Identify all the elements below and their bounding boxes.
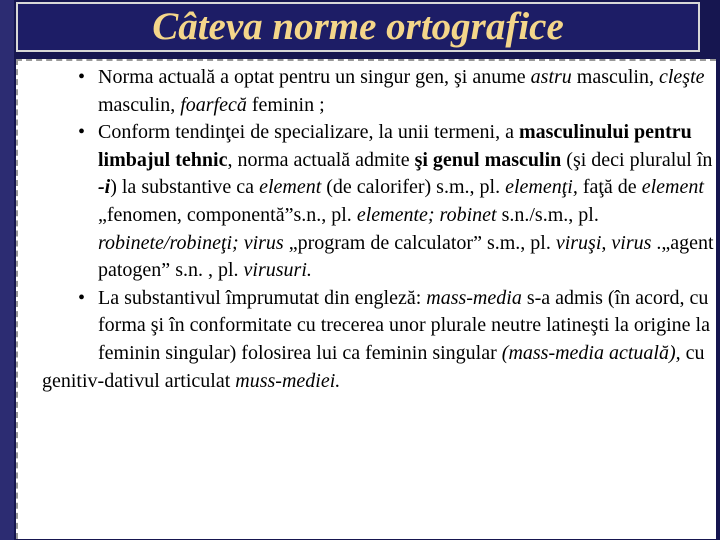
bullet-text-segment: s.n./s.m., pl. [496,203,599,226]
bullet-text-segment: „program de calculator” s.m., pl. [283,231,556,254]
slide-body [42,64,714,395]
bullet-text-segment: virusuri. [243,259,312,282]
title-bar [16,2,700,52]
bullet-mark: • [78,286,86,309]
bullet-text-segment: ) la substantive ca [110,176,260,199]
bullet-text-segment: .„agent patogen” s.n. , pl. [98,231,714,282]
bullet-text-segment: elemente; robinet [356,203,497,226]
bullet-text-segment: masculin, [98,93,181,116]
slide-title: Câteva norme ortografice [152,5,564,48]
bullet-text-segment: „fenomen, componentă”s.n., pl. [98,203,357,226]
bullet-mark: • [78,66,86,88]
bullet-text-segment: cleşte [659,66,705,88]
bullet-text-segment: La substantivul împrumutat din engleză: [98,286,427,309]
bullet-text-segment: -i [98,176,111,199]
left-edge-strip [0,0,14,540]
bullet-text-segment: faţă de [577,176,642,199]
bullet-mark: • [78,121,86,144]
bullet-text-segment: element [259,176,322,199]
continuation-line [42,368,714,396]
bullet-text-segment: cu [680,341,705,364]
bullet-text-segment: robinete/robineţi; virus [98,231,284,254]
bullet-text-segment: foarfecă [180,93,247,116]
bullet-text-segment: (şi deci pluralul în [561,148,713,171]
bullet-text-segment: masculin, [571,66,659,88]
bullet-text-segment: Norma actuală a optat pentru un singur gen, şi anume [98,66,531,88]
bullet-text-segment: şi genul masculin [414,148,562,171]
bullet-text-segment: astru [530,66,572,88]
bullet-item [42,119,714,285]
bullet-item [42,285,714,368]
bullet-text-segment: feminin ; [246,93,325,116]
bullet-text-segment: mass-media [426,286,522,309]
tail-text-segment: genitiv-dativul articulat [42,369,236,392]
bullet-item [42,64,714,119]
bullet-text-segment: s-a admis (în acord, cu forma şi în conformitate cu trecerea unor plurale neutre latineşti la origine la feminin singular) folosirea lui ca feminin singular [98,286,710,364]
bullet-text-segment: viruşi, virus [555,231,652,254]
bullet-text-segment: (mass-media actuală), [501,341,681,364]
bullet-text-segment: masculinului pentru limbajul tehnic [98,121,692,171]
bullet-text-segment: (de calorifer) s.m., pl. [321,176,506,199]
bullet-text-segment: Conform tendinţei de specializare, la unii termeni, a [98,121,519,144]
bullet-text-segment: element [641,176,704,199]
bullet-text-segment: elemenţi, [505,176,578,199]
bullet-text-segment: , norma actuală admite [227,148,415,171]
tail-text-segment: muss-mediei. [235,369,341,392]
